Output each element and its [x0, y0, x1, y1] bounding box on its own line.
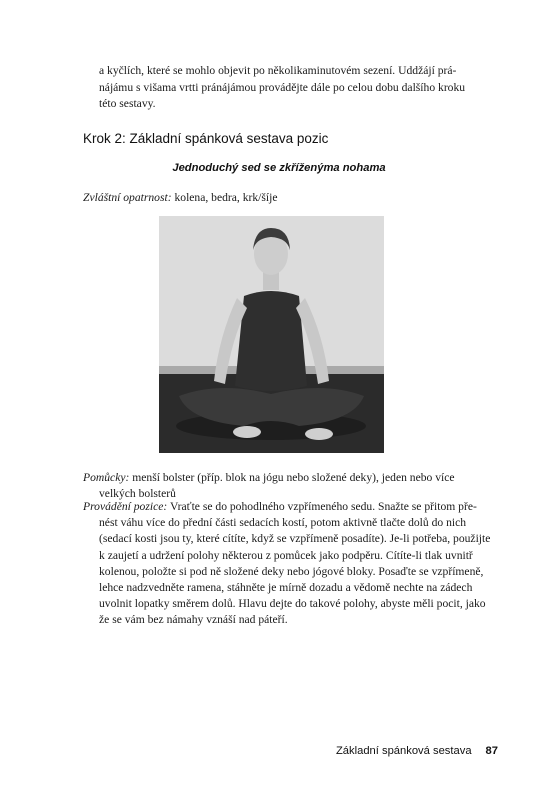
- photo-illustration: [159, 216, 384, 453]
- section-heading: Krok 2: Základní spánková sestava pozic: [83, 131, 329, 146]
- running-title: Základní spánková sestava: [335, 745, 472, 757]
- props-label: Pomůcky:: [83, 471, 130, 484]
- props-paragraph: [83, 470, 491, 502]
- intro-paragraph: a kyčlích, které se mohlo objevit po několikaminutovém sezení. Uddžájí pránájámu s višama vrtti pránájámou provádějte dále po celou dobu dalšího kroku této sestavy.: [99, 64, 466, 110]
- caution-label: Zvláštní opatrnost:: [83, 191, 172, 204]
- page-footer: [300, 745, 498, 757]
- page-number: 87: [485, 745, 498, 757]
- pose-title: Jednoduchý sed se zkříženýma nohama: [172, 162, 386, 174]
- execution-paragraph: [83, 499, 491, 629]
- caution-text: kolena, bedra, krk/šíje: [171, 191, 278, 204]
- props-text: menší bolster (příp. blok na jógu nebo složené deky), jeden nebo více velkých bolsterů: [99, 471, 455, 501]
- execution-text: Vraťte se do pohodlného vzpřímeného sedu. Snažte se přitom přenést váhu více do přední části sedacích kostí, potom aktivně tlačte dolů do nich (sedací kosti jsou ty, které cítíte, když se vzpřímeně posadíte). Je-li potřeba, použijte k zaujetí a udržení polohy některou z pomůcek jako podpěru. Cítíte-li tlak uvnitř kolenou, položte si pod ně složené deky nebo jógové bloky. Posaďte se vzpřímeně, lehce nadzvedněte ramena, stáhněte je mírně dozadu a vědomě nechte na zádech uvolnit lopatky směrem dolů. Hlavu dejte do takové polohy, abyste měli pocit, jako že se vám bez námahy vznáší nad páteří.: [99, 500, 491, 627]
- yoga-pose-photo-icon: [159, 216, 384, 453]
- caution-line: [83, 191, 278, 204]
- execution-label: Provádění pozice:: [83, 500, 168, 513]
